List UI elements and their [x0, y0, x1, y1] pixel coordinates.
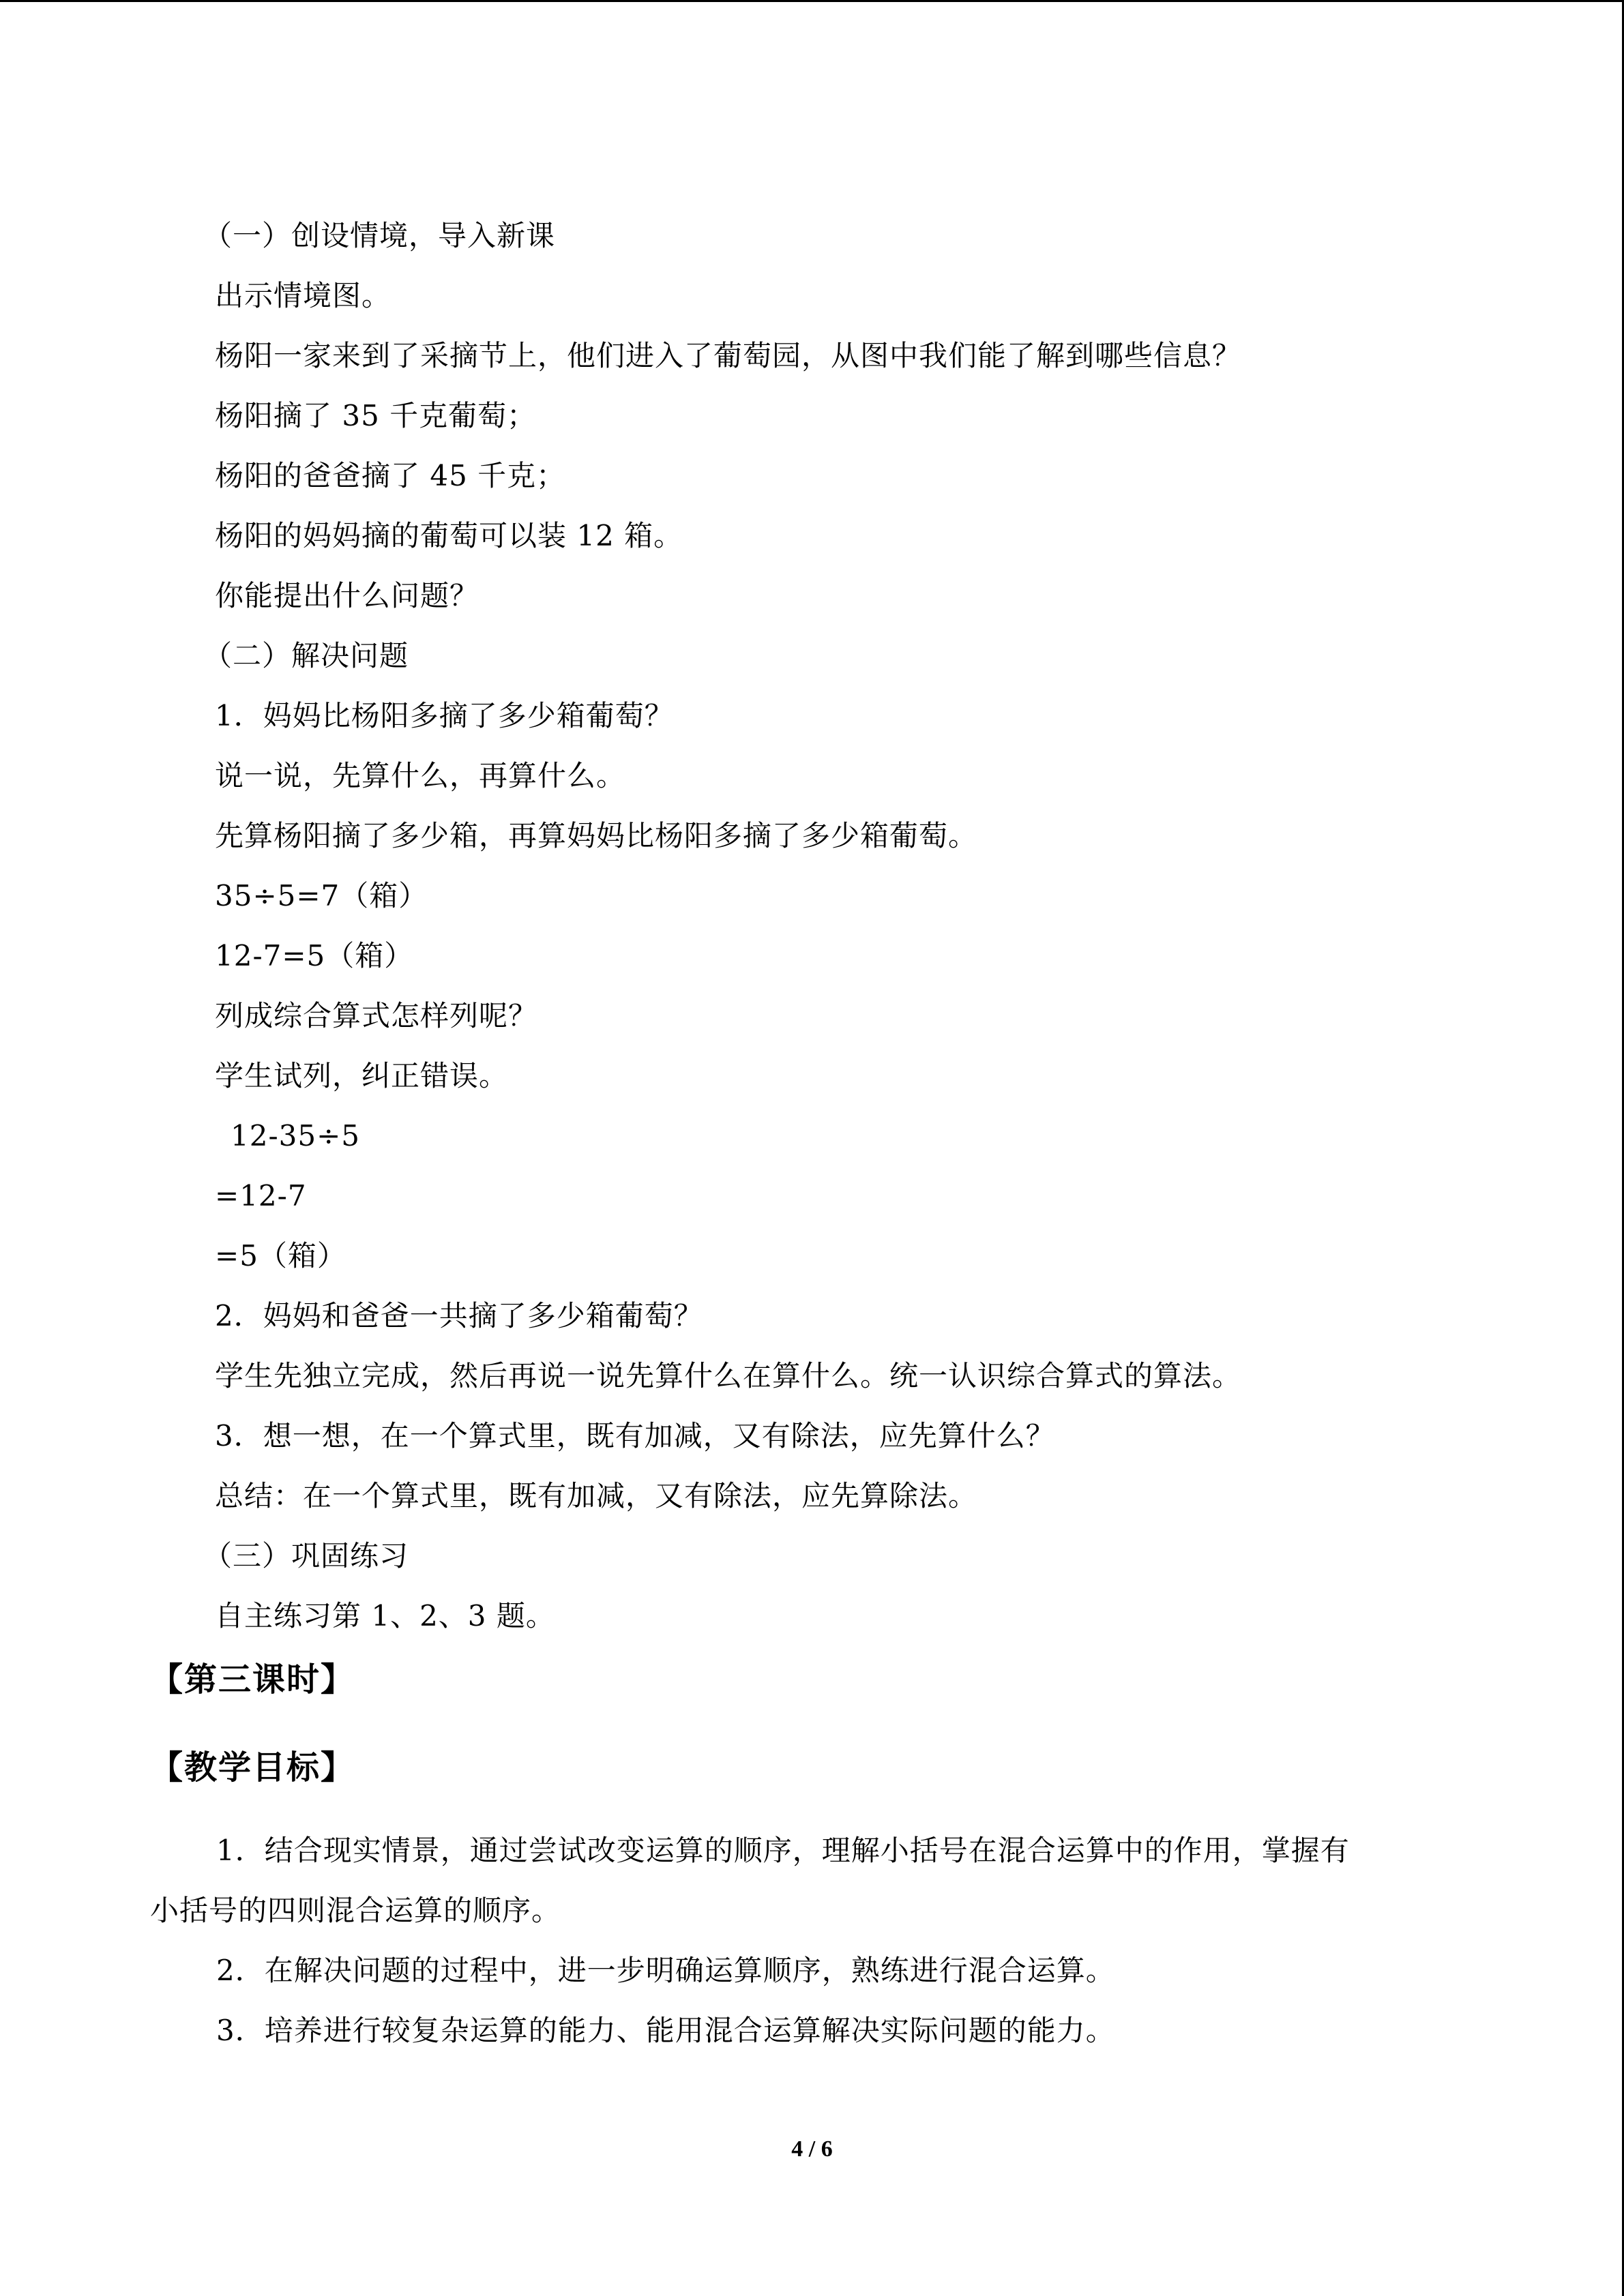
goal-item-3: 3．培养进行较复杂运算的能力、能用混合运算解决实际问题的能力。: [216, 2014, 1115, 2047]
paragraph-line: 杨阳摘了 35 千克葡萄；: [215, 399, 537, 432]
lesson-heading: 【第三课时】: [150, 1660, 355, 1699]
paragraph-line: 学生先独立完成，然后再说一说先算什么在算什么。统一认识综合算式的算法。: [215, 1359, 1242, 1392]
goals-heading: 【教学目标】: [150, 1748, 355, 1787]
equation-line: 12-7=5（箱）: [215, 939, 414, 972]
paragraph-line: 学生试列，纠正错误。: [215, 1059, 509, 1092]
equation-line: =12-7: [215, 1179, 307, 1212]
equation-line: 12-35÷5: [231, 1119, 360, 1152]
section-heading-1: （一）创设情境，导入新课: [203, 219, 556, 252]
paragraph-line: 总结：在一个算式里，既有加减，又有除法，应先算除法。: [215, 1479, 978, 1512]
paragraph-line: 说一说，先算什么，再算什么。: [215, 759, 626, 792]
paragraph-line: 自主练习第 1、2、3 题。: [215, 1599, 555, 1632]
goal-item-1: 1．结合现实情景，通过尝试改变运算的顺序，理解小括号在混合运算中的作用，掌握有: [216, 1834, 1350, 1867]
paragraph-line: 杨阳的爸爸摘了 45 千克；: [215, 459, 566, 492]
goal-item-1-continued: 小括号的四则混合运算的顺序。: [150, 1894, 561, 1927]
equation-line: =5（箱）: [215, 1239, 346, 1272]
paragraph-line: 3．想一想，在一个算式里，既有加减，又有除法，应先算什么？: [215, 1419, 1055, 1452]
section-heading-3: （三）巩固练习: [203, 1539, 409, 1572]
paragraph-line: 列成综合算式怎样列呢？: [215, 999, 538, 1032]
section-heading-2: （二）解决问题: [203, 639, 409, 672]
page-number: 4 / 6: [791, 2136, 833, 2162]
paragraph-line: 先算杨阳摘了多少箱，再算妈妈比杨阳多摘了多少箱葡萄。: [215, 819, 978, 852]
paragraph-line: 杨阳一家来到了采摘节上，他们进入了葡萄园，从图中我们能了解到哪些信息？: [215, 339, 1242, 372]
paragraph-line: 2．妈妈和爸爸一共摘了多少箱葡萄？: [215, 1299, 703, 1332]
paragraph-line: 1．妈妈比杨阳多摘了多少箱葡萄？: [215, 699, 674, 732]
goal-item-2: 2．在解决问题的过程中，进一步明确运算顺序，熟练进行混合运算。: [216, 1954, 1115, 1987]
paragraph-line: 出示情境图。: [215, 279, 392, 312]
paragraph-line: 你能提出什么问题？: [215, 579, 479, 612]
paragraph-line: 杨阳的妈妈摘的葡萄可以装 12 箱。: [215, 519, 683, 552]
equation-line: 35÷5=7（箱）: [215, 879, 428, 912]
